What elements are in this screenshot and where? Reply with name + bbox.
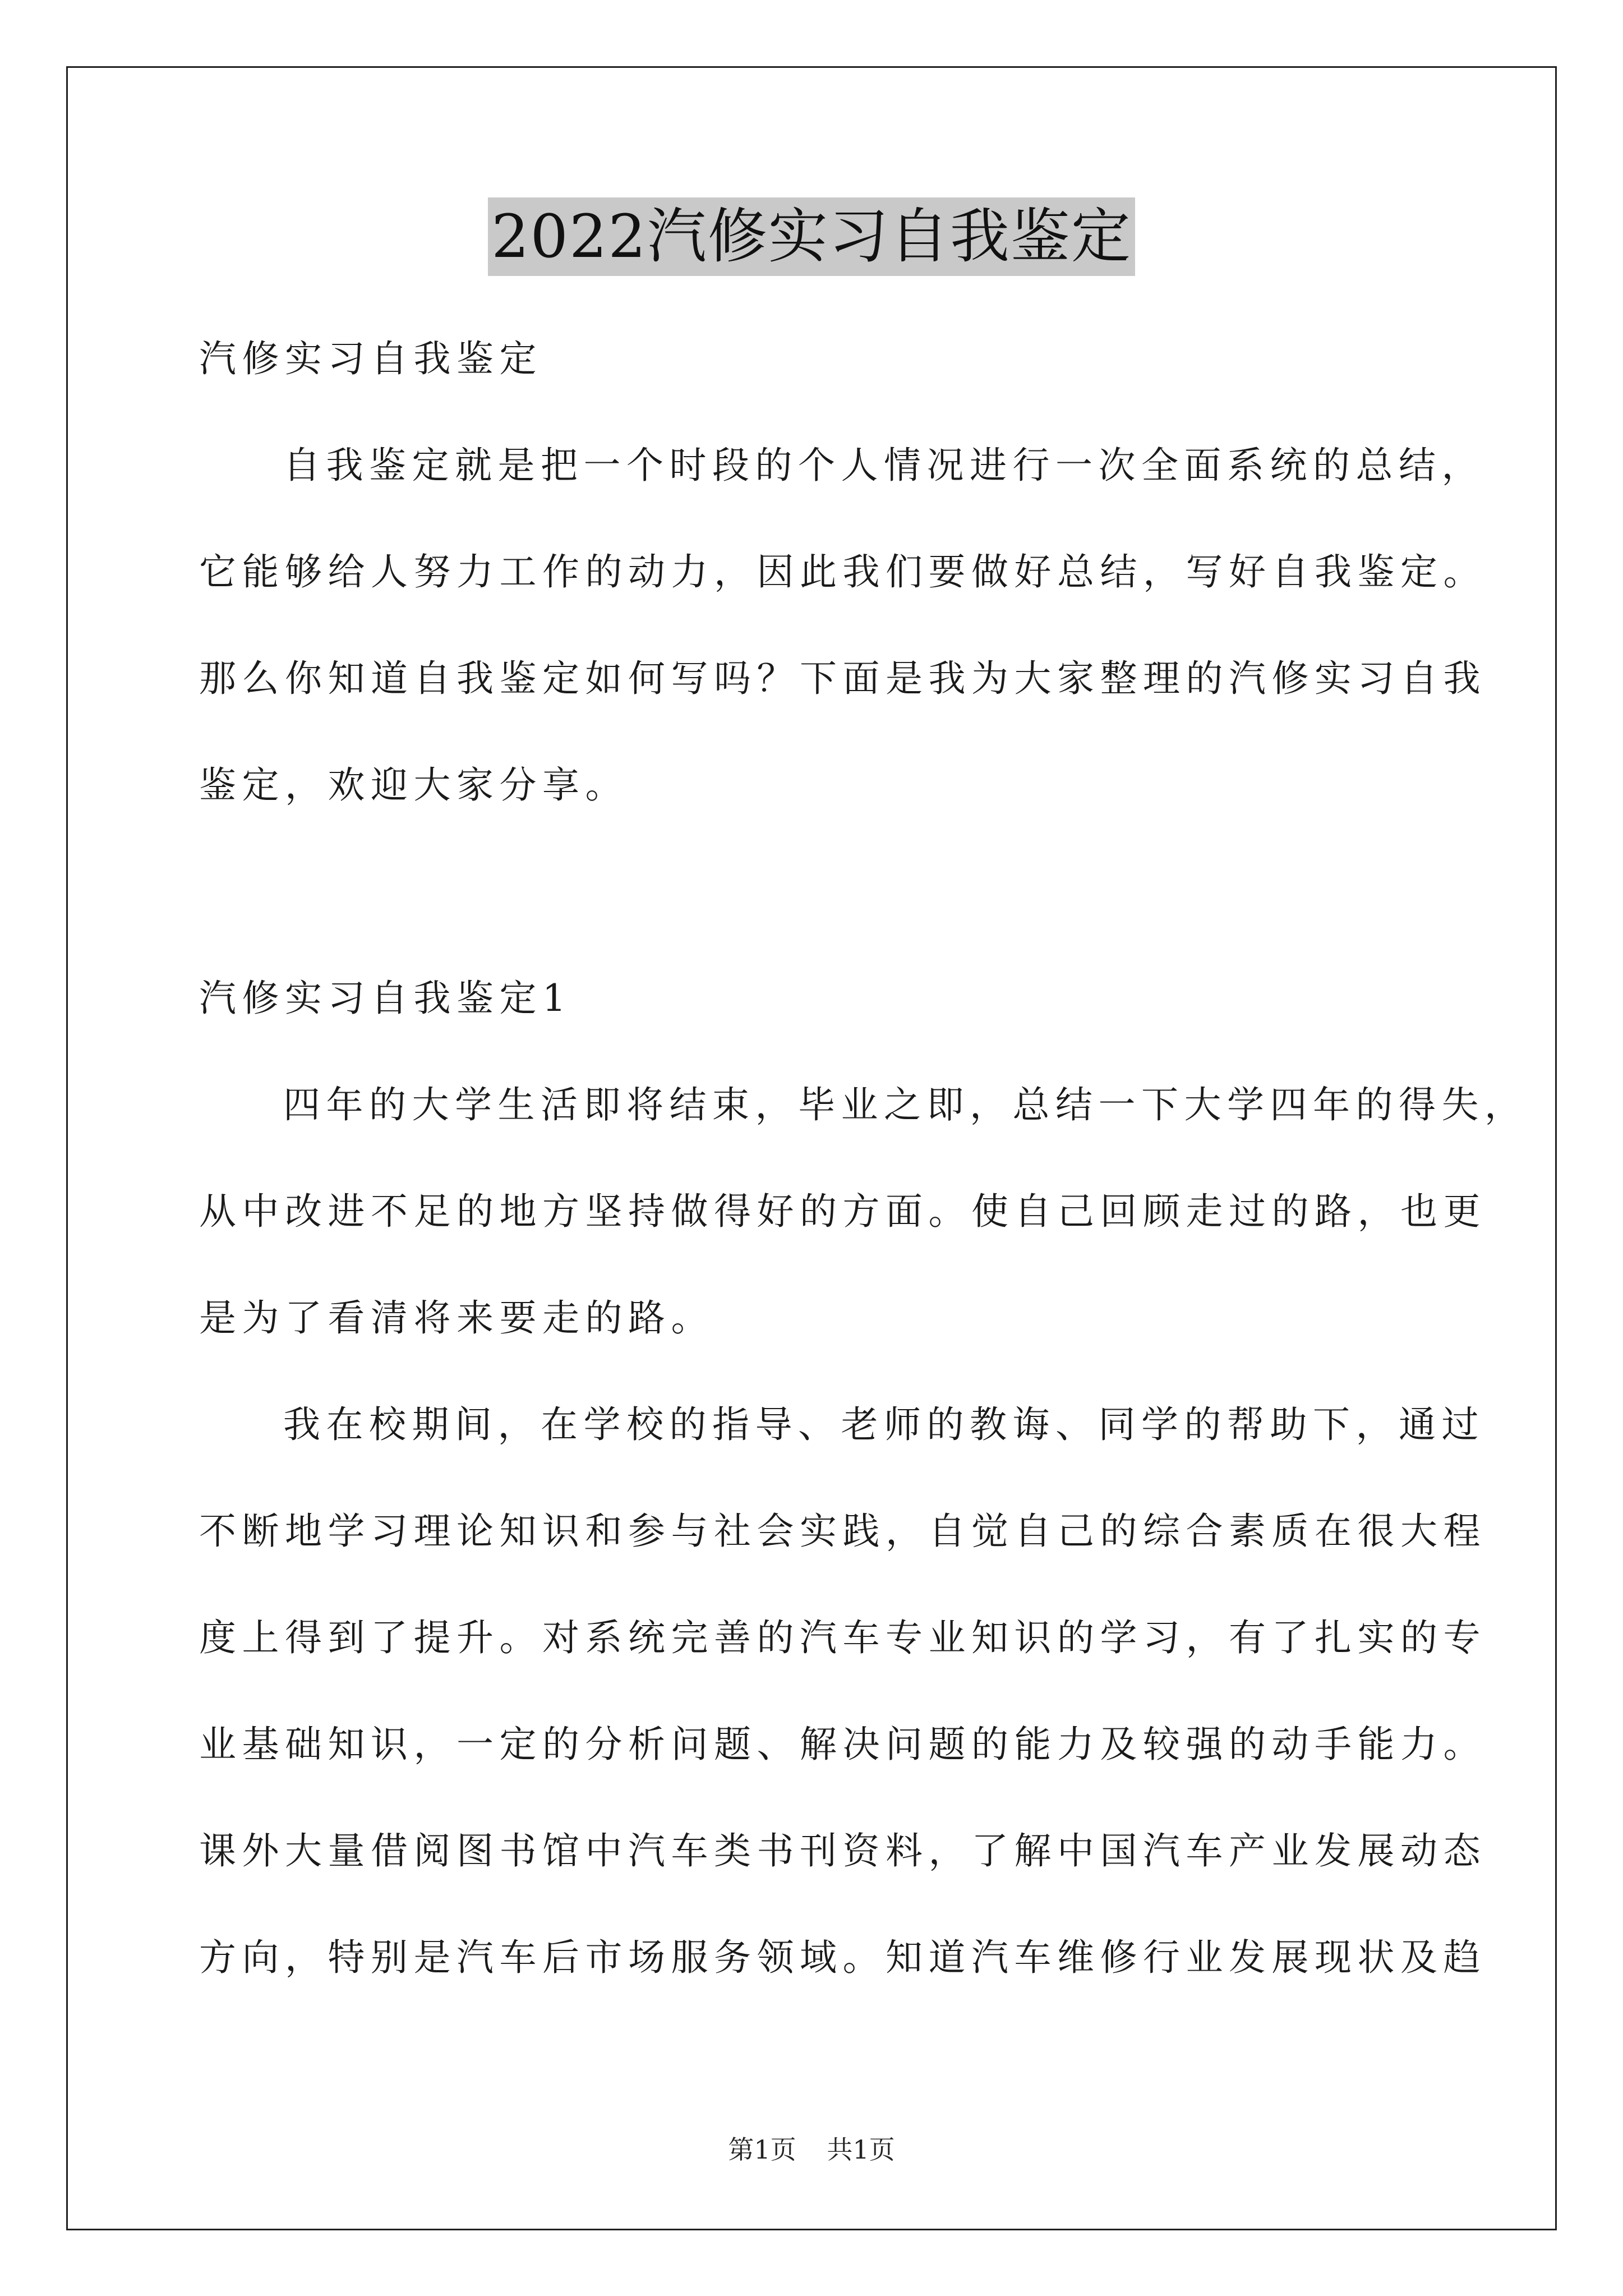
paragraph-line: 方向，特别是汽车后市场服务领域。知道汽车维修行业发展现状及趋 [199,1936,1486,1979]
paragraph-line: 鉴定，欢迎大家分享。 [199,763,628,807]
section-heading: 汽修实习自我鉴定1 [199,977,572,1020]
page-number-current: 第1页 [728,2134,796,2165]
page-number-total: 共1页 [827,2134,895,2165]
page-footer [0,2133,1623,2166]
paragraph-line: 自我鉴定就是把一个时段的个人情况进行一次全面系统的总结， [283,444,1484,487]
paragraph-line: 是为了看清将来要走的路。 [199,1296,714,1340]
paragraph-line: 不断地学习理论知识和参与社会实践，自觉自己的综合素质在很大程 [199,1510,1486,1553]
paragraph-line: 课外大量借阅图书馆中汽车类书刊资料，了解中国汽车产业发展动态 [199,1829,1486,1872]
title-container [0,197,1623,276]
paragraph-line: 四年的大学生活即将结束，毕业之即，总结一下大学四年的得失， [283,1083,1528,1126]
paragraph-line: 那么你知道自我鉴定如何写吗？下面是我为大家整理的汽修实习自我 [199,657,1486,700]
document-title: 2022汽修实习自我鉴定 [488,197,1135,276]
paragraph-line: 从中改进不足的地方坚持做得好的方面。使自己回顾走过的路，也更 [199,1190,1486,1233]
page-border [66,66,1557,2230]
section-heading: 汽修实习自我鉴定 [199,337,542,380]
paragraph-line: 业基础知识，一定的分析问题、解决问题的能力及较强的动手能力。 [199,1723,1486,1766]
paragraph-line: 它能够给人努力工作的动力，因此我们要做好总结，写好自我鉴定。 [199,550,1486,593]
paragraph-line: 度上得到了提升。对系统完善的汽车专业知识的学习，有了扎实的专 [199,1616,1486,1659]
paragraph-line: 我在校期间，在学校的指导、老师的教诲、同学的帮助下，通过 [283,1403,1484,1446]
